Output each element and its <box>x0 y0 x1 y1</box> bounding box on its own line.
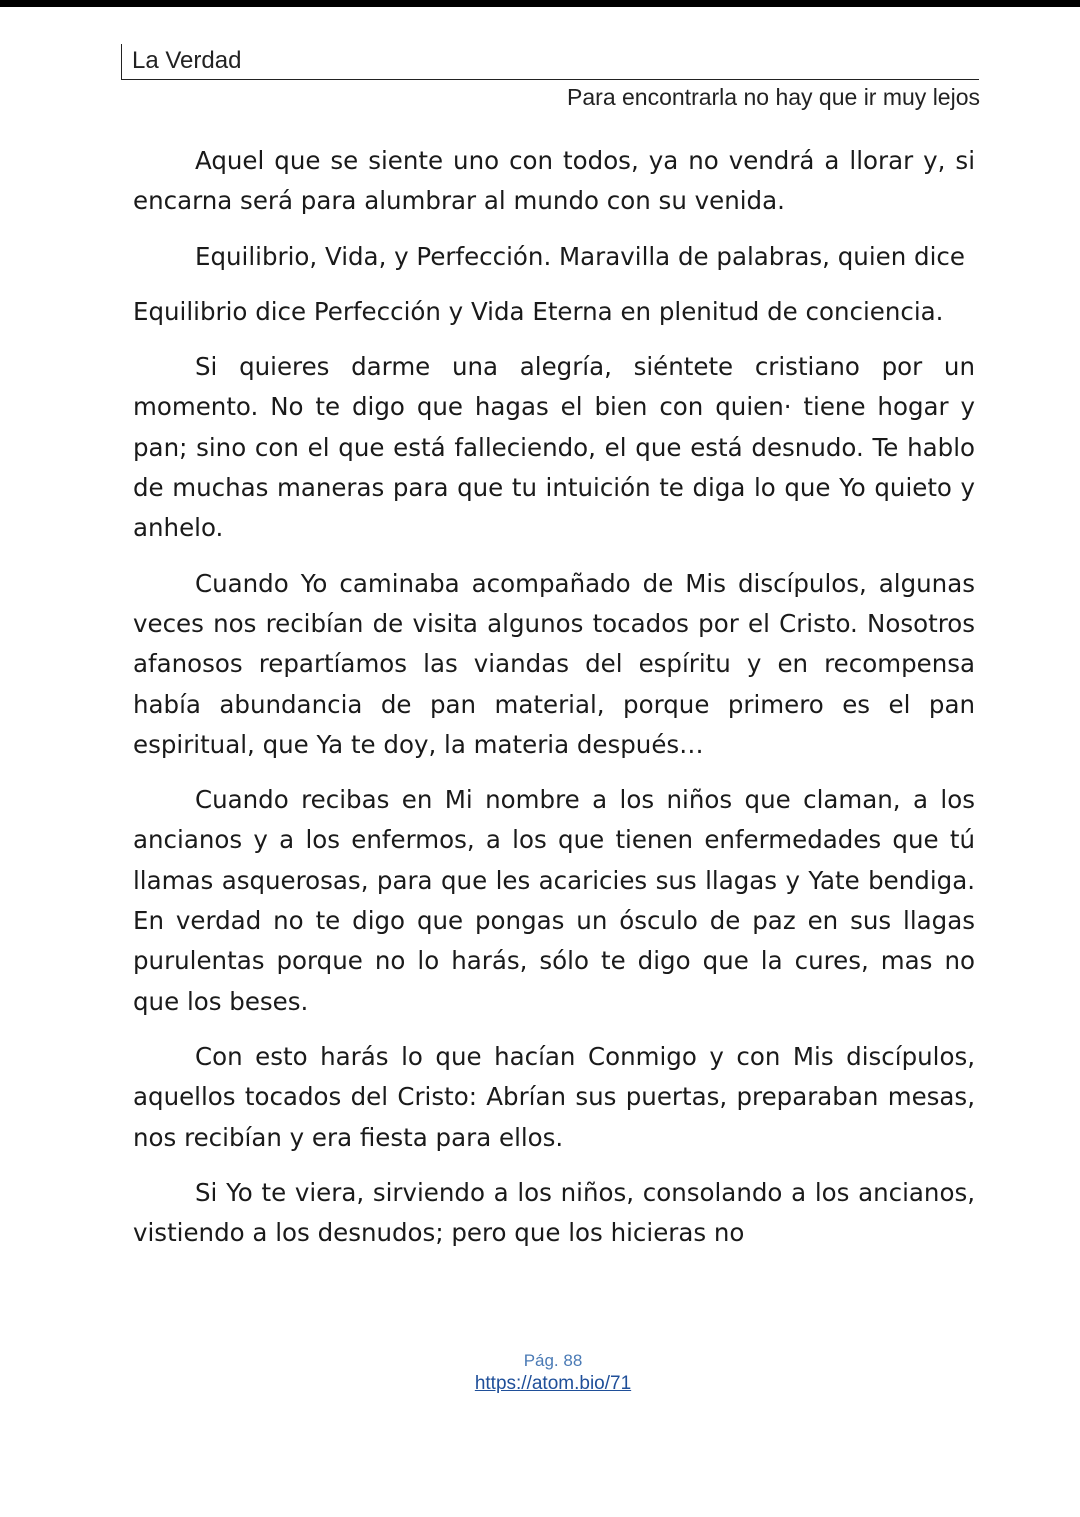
header-rule <box>121 79 979 80</box>
paragraph: Equilibrio, Vida, y Perfección. Maravilla de palabras, quien dice <box>195 241 965 271</box>
paragraph: Si quieres darme una alegría, siéntete cristiano por un momento. No te digo que hagas el bien con quien· tiene hogar y pan; sino con el que está falleciendo, el que está desnudo. Te hablo de muchas maneras para que tu intuición te diga lo que Yo quieto y anhelo. <box>133 352 975 543</box>
paragraph: Si Yo te viera, sirviendo a los niños, consolando a los ancianos, vistiendo a los desnudos; pero que los hicieras no <box>133 1177 975 1248</box>
page-number: Pág. 88 <box>523 1351 583 1370</box>
paragraph: Con esto harás lo que hacían Conmigo y con Mis discípulos, aquellos tocados del Cristo: Abrían sus puertas, preparaban mesas, nos recibían y era fiesta para ellos. <box>133 1041 975 1152</box>
paragraph: Cuando Yo caminaba acompañado de Mis discípulos, algunas veces nos recibían de visita algunos tocados por el Cristo. Nosotros afanosos repartíamos las viandas del espíritu y en recompensa había abundancia de pan material, porque primero es el pan espiritual, que Ya te doy, la materia después… <box>133 568 975 759</box>
running-header-subtitle: Para encontrarla no hay que ir muy lejos <box>567 84 980 110</box>
top-edge-bar <box>0 0 1080 7</box>
paragraph: Aquel que se siente uno con todos, ya no vendrá a llorar y, si encarna será para alumbrar al mundo con su venida. <box>133 146 975 216</box>
paragraph: Cuando recibas en Mi nombre a los niños que claman, a los ancianos y a los enfermos, a los que tienen enfermedades que tú llamas asquerosas, para que les acaricies sus llagas y Yate bendiga. En verdad no te digo que pongas un ósculo de paz en sus llagas purulentas porque no lo harás, sólo te digo que la cures, mas no que los beses. <box>133 785 975 1016</box>
page-body <box>133 141 975 1268</box>
paragraph: Equilibrio dice Perfección y Vida Eterna en plenitud de conciencia. <box>133 296 944 326</box>
footer-link[interactable]: https://atom.bio/71 <box>474 1373 632 1394</box>
running-header-title: La Verdad <box>121 44 241 80</box>
footer-link-wrapper <box>0 1372 1080 1396</box>
